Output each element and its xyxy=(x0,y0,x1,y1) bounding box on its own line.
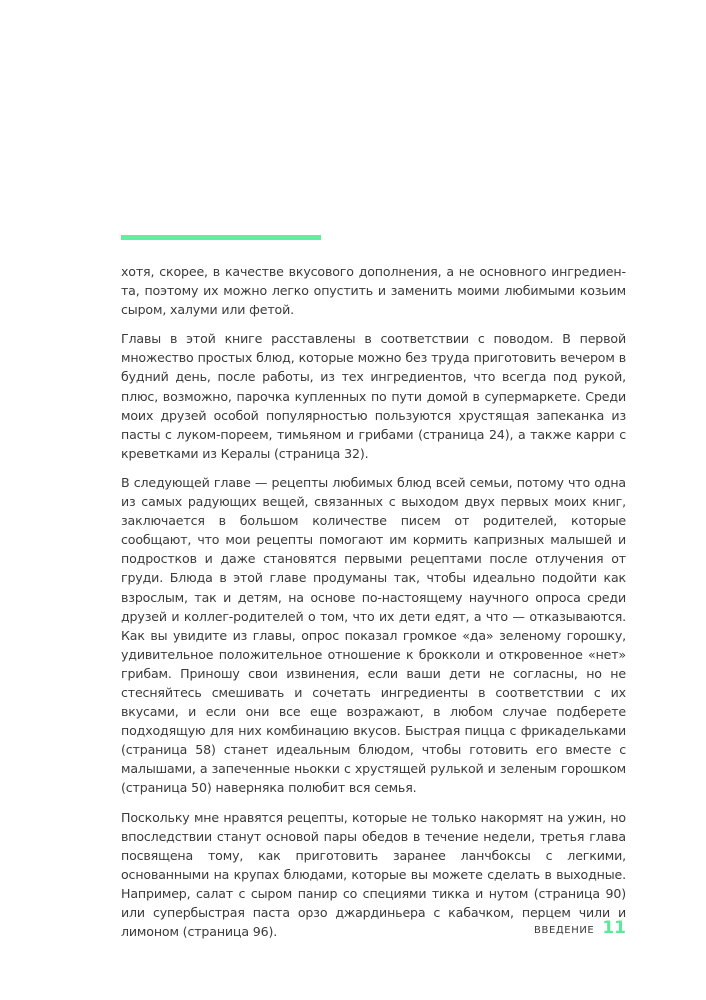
body-text xyxy=(121,262,626,951)
page-footer xyxy=(534,918,626,938)
accent-bar xyxy=(121,235,321,240)
section-label: ВВЕДЕНИЕ xyxy=(534,925,595,936)
paragraph-4: Поскольку мне нравятся рецепты, которые не только накормят на ужин, но впоследствии станут основой пары обедов в течение недели, третья глава посвящена тому, как приготовить заранее ланчбоксы с легкими, основанными на крупах блюдами, которые вы можете сделать в выходные. Например, салат с сыром панир со специями тикка и нутом (страница 90) или супербыстрая паста орзо джардиньера с кабачком, перцем чили и лимоном (страница 96). xyxy=(121,809,626,940)
paragraph-2: Главы в этой книге расставлены в соответствии с поводом. В первой множество простых блюд, которые можно без труда приготовить вечером в будний день, после работы, из тех ингредиентов, что всегда под рукой, плюс, возможно, парочка купленных по пути домой в супермаркете. Среди моих друзей особой популярностью пользуются хрустящая запеканка из пасты с луком-пореем, тимьяном и грибами (страница 24), а также карри с креветками из Кералы (страница 32). xyxy=(121,331,626,461)
paragraph-1: хотя, скорее, в качестве вкусового дополнения, а не основного ингредиента, поэтому их можно легко опустить и заменить моими любимыми козьим сыром, халуми или фетой. xyxy=(121,264,626,318)
page-number: 11 xyxy=(602,918,626,938)
paragraph-3: В следующей главе — рецепты любимых блюд всей семьи, потому что одна из самых радующих вещей, связанных с выходом двух первых моих книг, заключается в большом количестве писем от родителей, которые сообщают, что мои рецепты помогают им кормить капризных малышей и подростков и даже становятся первыми рецептами после отлучения от груди. Блюда в этой главе продуманы так, чтобы идеально подойти как взрослым, так и детям, на основе по-настоящему научного опроса среди друзей и коллег-родителей о том, что их дети едят, а что — отказываются. Как вы увидите из главы, опрос показал громкое «да» зеленому горошку, удивительное положительное отношение к брокколи и откровенное «нет» грибам. Приношу свои извинения, если ваши дети не согласны, но не стесняйтесь смешивать и сочетать ингредиенты в соответствии с их вкусами, и если они все еще возражают, в любом случае подберете подходящую для них комбинацию вкусов. Быстрая пицца с фрикадельками (страница 58) станет идеальным блюдом, чтобы готовить его вместе с малышами, а запеченные ньокки с хрустящей рулькой и зеленым горошком (страница 50) наверняка полюбит вся семья. xyxy=(121,474,626,796)
